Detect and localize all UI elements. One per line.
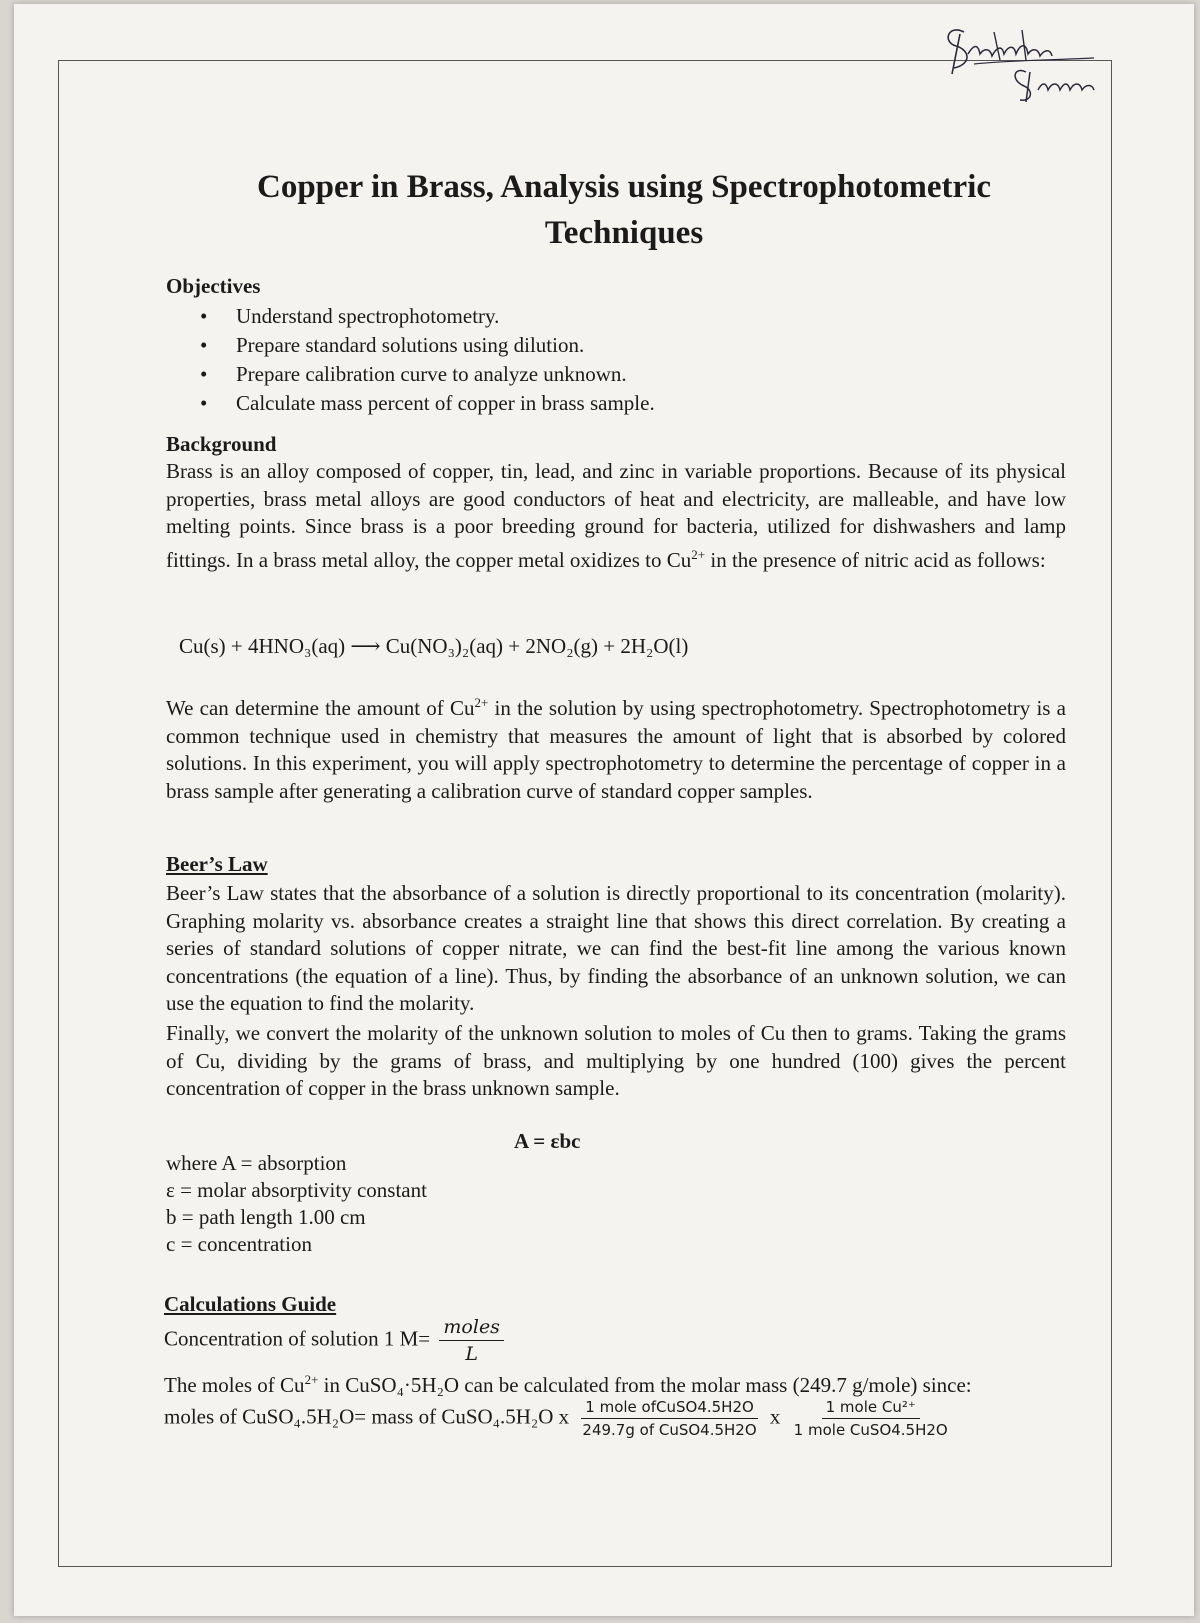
beers-law-paragraph-1: Beer’s Law states that the absorbance of a solution is directly proportional to its concentration (molarity). Graphing molarity vs. absorbance creates a straight line that shows this direct correlation. By creating a series of standard solutions of copper nitrate, we can find the best-fit line among the various known concentrations (the equation of a line). Thus, by finding the absorbance of an unknown solution, we can use the equation to find the molarity. [166, 881, 1066, 1015]
definition-line: b = path length 1.00 cm [166, 1205, 366, 1229]
objectives-heading: Objectives [166, 274, 261, 298]
definition-line: where A = absorption [166, 1151, 347, 1175]
handwritten-signature [934, 14, 1124, 104]
calculations-heading: Calculations Guide [164, 1292, 337, 1316]
definition-line: ε = molar absorptivity constant [166, 1178, 427, 1202]
conversion-fraction-1 [578, 1398, 760, 1439]
fraction-numerator: 1 mole Cu²⁺ [822, 1398, 920, 1419]
moles-formula [164, 1398, 956, 1439]
moles-explanation: The moles of $Cu^{2+}$ in CuSO₄·5H₂O can be calculated from the molar mass (249.7 g/mole) since: [164, 1372, 972, 1397]
beers-law-equation: A = εbc [514, 1129, 581, 1153]
beers-law-heading: Beer’s Law [166, 852, 268, 876]
moles-formula-label: moles of CuSO₄.5H₂O= mass of CuSO₄.5H₂O x [164, 1404, 570, 1429]
concentration-label: Concentration of solution 1 M= [164, 1326, 431, 1351]
fraction-denominator: 249.7g of CuSO4.5H2O [582, 1421, 757, 1439]
fraction-numerator: 1 mole ofCuSO4.5H2O [581, 1398, 758, 1419]
beers-law-paragraph-2: Finally, we convert the molarity of the unknown solution to moles of Cu then to grams. Taking the grams of Cu, dividing by the grams of brass, and multiplying by one hundred (100) gives the percent concentration of copper in the brass unknown sample. [166, 1021, 1066, 1100]
multiply-sign: x [769, 1404, 781, 1429]
background-heading: Background [166, 432, 277, 456]
list-item: • Prepare standard solutions using dilution. [186, 331, 655, 360]
list-item: • Prepare calibration curve to analyze unknown. [186, 360, 655, 389]
definition-line: c = concentration [166, 1232, 312, 1256]
fraction-denominator: L [465, 1343, 478, 1365]
fraction-numerator: moles [439, 1316, 504, 1341]
moles-per-liter-fraction [439, 1316, 504, 1365]
list-item: • Understand spectrophotometry. [186, 302, 655, 331]
conversion-fraction-2 [790, 1398, 952, 1439]
fraction-denominator: 1 mole CuSO4.5H2O [793, 1421, 948, 1439]
document-page [14, 4, 1194, 1616]
equation-definitions [166, 1150, 427, 1258]
background-paragraph-2: We can determine the amount of $Cu^{2+}$ in the solution by using spectrophotometry. Spectrophotometry is a common technique used in chemistry that measures the amount of light that is absorbed by colored solutions. In this experiment, you will apply spectrophotometry to determine the percentage of copper in a brass sample after generating a calibration curve of standard copper samples. [166, 695, 1066, 803]
reaction-equation: Cu(s) + 4HNO₃(aq) ⟶ Cu(NO₃)₂(aq) + 2NO₂(g) + 2H₂O(l) [179, 634, 689, 658]
objectives-list [186, 302, 655, 418]
list-item: • Calculate mass percent of copper in brass sample. [186, 389, 655, 418]
concentration-formula [164, 1316, 508, 1365]
background-paragraph-1: Brass is an alloy composed of copper, tin, lead, and zinc in variable proportions. Because of its physical properties, brass metal alloys are good conductors of heat and electricity, are malleable, and have low melting points. Since brass is a poor breeding ground for bacteria, utilized for dishwashers and lamp fittings. In a brass metal alloy, the copper metal oxidizes to $Cu^{2+}$ in the presence of nitric acid as follows: [166, 459, 1066, 572]
page-title: Copper in Brass, Analysis using Spectrophotometric Techniques [256, 169, 992, 251]
